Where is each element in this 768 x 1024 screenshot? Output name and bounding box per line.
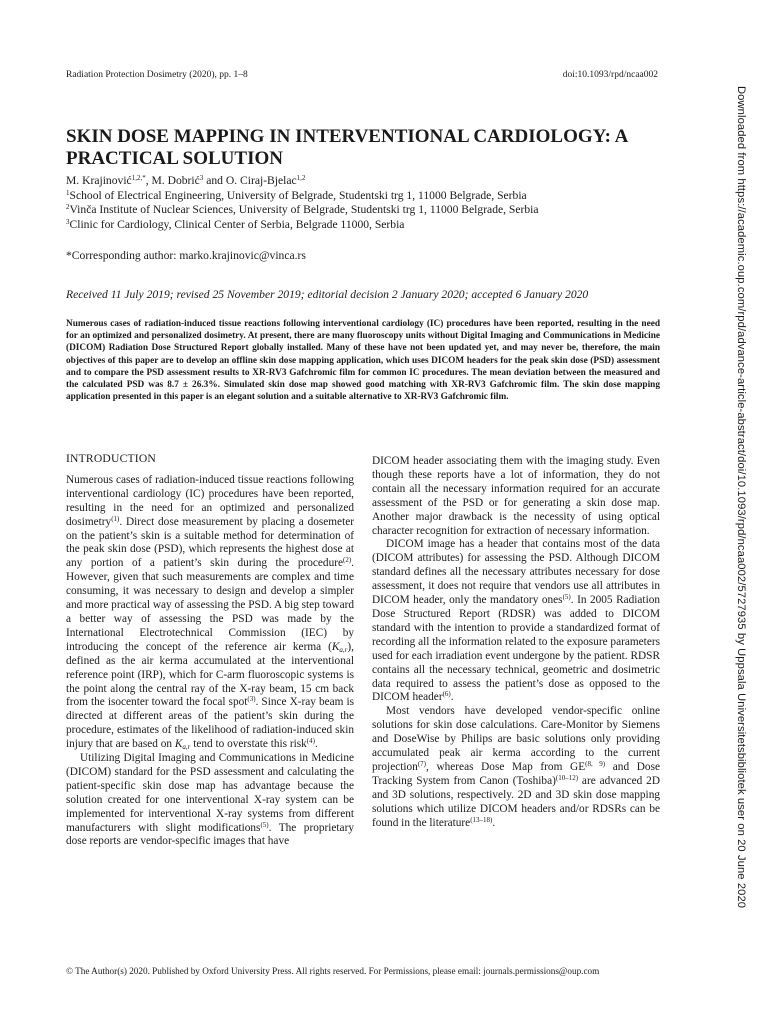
math-symbol-main: K bbox=[174, 738, 183, 751]
citation-ref: (3) bbox=[247, 695, 256, 704]
author-separator: , bbox=[145, 174, 152, 187]
author-block bbox=[66, 174, 666, 232]
download-watermark bbox=[733, 86, 753, 966]
math-symbol bbox=[175, 738, 191, 750]
affiliation-number: 2 bbox=[66, 203, 70, 211]
paragraph bbox=[66, 752, 354, 849]
author-affiliation-marks: 1,2 bbox=[296, 174, 306, 182]
copyright-footer: © The Author(s) 2020. Published by Oxford University Press. All rights reserved. For Permissions, please email: journals.permissions@oup.com bbox=[66, 966, 600, 976]
author-name: M. Krajinović bbox=[66, 174, 132, 187]
paragraph-text: . bbox=[450, 691, 454, 704]
paragraph-text: . Direct dose measurement by placing a dosemeter on the patient’s skin is a suitable method for determination of the peak skin dose (PSD), which represents the highest dose at any portion of a patient’s skin during the procedure bbox=[66, 515, 354, 570]
affiliation-number: 3 bbox=[66, 217, 70, 226]
paragraph-text: Numerous cases of radiation-induced tissue reactions following interventional cardiology (IC) procedures have been reported, resulting in the need for an optimized and personalized dosimetry bbox=[66, 473, 354, 528]
citation-ref: (5) bbox=[562, 593, 571, 602]
citation-ref: (8, 9) bbox=[585, 759, 606, 768]
citation-ref: (10–12) bbox=[555, 773, 579, 782]
paragraph bbox=[372, 705, 660, 830]
paragraph bbox=[372, 455, 660, 538]
citation-ref: (2) bbox=[343, 556, 352, 565]
paragraph-text: are advanced 2D and 3D solutions, respectively. 2D and 3D skin dose mapping solutions which utilize DICOM headers and/or RDSRs can be found in the literature bbox=[372, 774, 660, 829]
doi: doi:10.1093/rpd/ncaa002 bbox=[562, 70, 658, 80]
corresponding-author: *Corresponding author: marko.krajinovic@vinca.rs bbox=[66, 249, 306, 262]
author-separator: and bbox=[203, 174, 226, 187]
affiliation bbox=[66, 218, 666, 233]
paragraph-text: tend to overstate this risk bbox=[190, 738, 307, 751]
math-symbol bbox=[332, 641, 348, 653]
author-list bbox=[66, 174, 666, 189]
affiliation-number: 1 bbox=[66, 188, 70, 197]
paragraph-text: . bbox=[492, 816, 496, 829]
paragraph-text: DICOM header associating them with the imaging study. Even though these reports have a lot of information, they do not contain all the necessary information required for an accurate assessment of the PSD or for generating a skin dose map. Another major drawback is the necessity of using optical character recognition for extraction of necessary information. bbox=[372, 455, 660, 537]
paragraph bbox=[66, 474, 354, 752]
paragraph-text: . In 2005 Radiation Dose Structured Report (RDSR) was added to DICOM standard with the intention to provide a standardized format of recording all the information related to the exposure parameters used for each irradiation event undergone by the patient. RDSR contains all the necessary technical, geometric and dosimetric data required to assess the patient’s dose as opposed to the DICOM header bbox=[372, 594, 660, 704]
affiliation-text: Clinic for Cardiology, Clinical Center of Serbia, Belgrade 11000, Serbia bbox=[69, 217, 405, 231]
paragraph-text: DICOM image has a header that contains most of the data (DICOM attributes) for assessing the PSD. Although DICOM standard defines all the necessary attributes necessary for dose assessment, it does not require that vendors use all attributes in DICOM header, only the mandatory ones bbox=[372, 538, 660, 607]
section-heading-introduction: INTRODUCTION bbox=[66, 452, 156, 465]
paragraph-text: . Since X-ray beam is directed at different areas of the patient’s skin during the procedure, estimates of the likelihood of radiation-induced skin injury that are based on bbox=[66, 696, 355, 751]
download-watermark-text: Downloaded from https://academic.oup.com/rpd/advance-article-abstract/doi/10.1093/rpd/ncaa002/5727935 by Uppsala Universitetsbibliotek user on 20 June 2020 bbox=[735, 86, 747, 909]
journal-citation: Radiation Protection Dosimetry (2020), pp. 1–8 bbox=[66, 70, 248, 80]
paper-title: SKIN DOSE MAPPING IN INTERVENTIONAL CARDIOLOGY: A PRACTICAL SOLUTION bbox=[66, 126, 628, 169]
abstract: Numerous cases of radiation-induced tissue reactions following interventional cardiology (IC) procedures have been reported, resulting in the need for an optimized and personalized dosimetry. At present, there are many fluoroscopy units without Digital Imaging and Communications in Medicine (DICOM) Radiation Dose Structured Report globally installed. Many of these have not been updated yet, and may never be, therefore, the main objectives of this paper are to develop an offline skin dose mapping application, which uses DICOM headers for the peak skin dose (PSD) assessment and to compare the PSD assessment results to XR-RV3 Gafchromic film for common IC procedures. The mean deviation between the measured and the calculated PSD was 8.7 ± 26.3%. Simulated skin dose map showed good matching with XR-RV3 Gafchromic film. The skin dose mapping application presented in this paper is an elegant solution and a suitable alternative to XR-RV3 Gafchromic film. bbox=[66, 319, 660, 403]
citation-ref: (13–18) bbox=[470, 815, 493, 824]
paragraph-text: ), defined as the air kerma accumulated at the interventional reference point (IRP), which for C-arm fluoroscopic systems is the point along the central ray of the X-ray beam, 15 cm back from the isocenter toward the focal spot bbox=[66, 640, 354, 709]
paragraph-text: . However, given that such measurements are complex and time consuming, it was necessary to design and develop a simpler and more practical way of assessing the PSD. A big step toward a better way of assessing the PSD was made by the International Electrotechnical Commission (IEC) by introducing the concept of the reference air kerma ( bbox=[66, 557, 355, 653]
citation-ref: (7) bbox=[417, 759, 426, 768]
running-header bbox=[66, 70, 658, 80]
affiliation-text: Vinča Institute of Nuclear Sciences, University of Belgrade, Studentski trg 1, 11000 Belgrade, Serbia bbox=[69, 203, 539, 216]
affiliation bbox=[66, 189, 666, 204]
affiliation-text: School of Electrical Engineering, University of Belgrade, Studentski trg 1, 11000 Belgrade, Serbia bbox=[69, 188, 527, 202]
math-symbol-subscript: a,r bbox=[339, 645, 348, 654]
paragraph bbox=[372, 538, 660, 705]
paragraph-text: and Dose Tracking System from Canon (Toshiba) bbox=[372, 760, 660, 787]
column-left bbox=[66, 452, 354, 849]
math-symbol-subscript: a,r bbox=[182, 743, 191, 752]
math-symbol-main: K bbox=[331, 640, 340, 653]
paragraph-text: . bbox=[314, 738, 318, 751]
column-right bbox=[372, 455, 660, 830]
author-name: O. Ciraj-Bjelac bbox=[225, 174, 297, 187]
received-dates: Received 11 July 2019; revised 25 November 2019; editorial decision 2 January 2020; accepted 6 January 2020 bbox=[66, 288, 589, 301]
citation-ref: (1) bbox=[111, 514, 120, 523]
citation-ref: (4) bbox=[306, 737, 315, 746]
author-affiliation-marks: 3 bbox=[199, 174, 204, 182]
author-affiliation-marks: 1,2,* bbox=[131, 174, 146, 182]
affiliation bbox=[66, 203, 666, 218]
citation-ref: (5) bbox=[260, 820, 269, 829]
paragraph-text: . The proprietary dose reports are vendor-specific images that have bbox=[66, 821, 354, 848]
paragraph-text: Most vendors have developed vendor-specific online solutions for skin dose calculations. Care-Monitor by Siemens and DoseWise by Philips are basic solutions only providing accumulated peak air kerma according to the current projection bbox=[372, 705, 660, 773]
paragraph-text: , whereas Dose Map from GE bbox=[425, 760, 586, 773]
author-name: M. Dobrić bbox=[151, 174, 200, 187]
citation-ref: (6) bbox=[442, 690, 451, 699]
paragraph-text: Utilizing Digital Imaging and Communications in Medicine (DICOM) standard for the PSD assessment and calculating the patient-specific skin dose map has advantage because the solution created for one interventional X-ray system can be implemented for interventional X-ray systems from different manufacturers with slight modifications bbox=[66, 752, 354, 834]
